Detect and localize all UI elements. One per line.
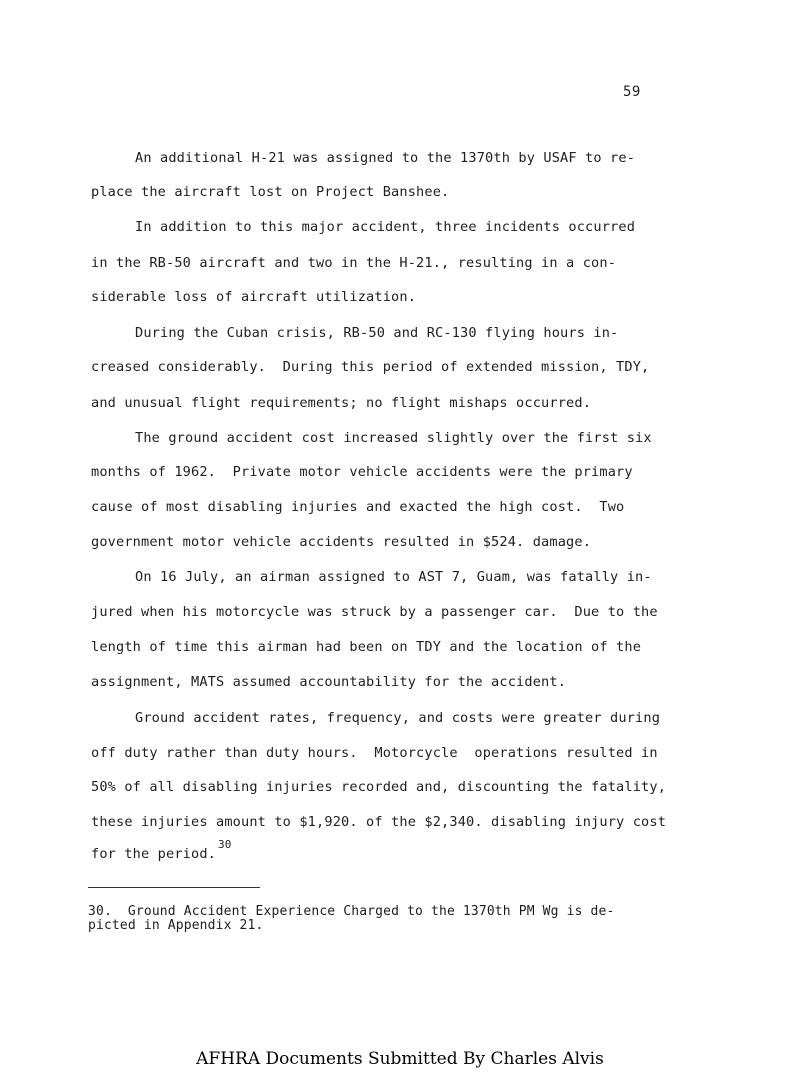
body-line: During the Cuban crisis, RB-50 and RC-130 flying hours in- [135,325,619,341]
footnote-rule [88,887,260,888]
body-line: off duty rather than duty hours. Motorcycle operations resulted in [91,745,658,761]
body-line: In addition to this major accident, three incidents occurred [135,219,636,235]
footnote-line: 30. Ground Accident Experience Charged to the 1370th PM Wg is de- [88,904,615,919]
body-line: assignment, MATS assumed accountability for the accident. [91,674,567,690]
body-line [91,838,232,862]
body-line: An additional H-21 was assigned to the 1370th by USAF to re- [135,150,636,166]
body-line: 50% of all disabling injuries recorded and, discounting the fatality, [91,779,667,795]
body-line: place the aircraft lost on Project Banshee. [91,184,450,200]
body-line: months of 1962. Private motor vehicle accidents were the primary [91,464,633,480]
body-line: creased considerably. During this period of extended mission, TDY, [91,359,650,375]
body-line: government motor vehicle accidents resulted in $524. damage. [91,534,592,550]
body-line: and unusual flight requirements; no flight mishaps occurred. [91,395,592,411]
body-line-text: for the period. [91,846,217,862]
body-line: in the RB-50 aircraft and two in the H-21., resulting in a con- [91,255,617,271]
footnote-line: picted in Appendix 21. [88,918,264,933]
body-line: these injuries amount to $1,920. of the $2,340. disabling injury cost [91,814,667,830]
body-line: Ground accident rates, frequency, and costs were greater during [135,710,661,726]
footnote-reference: 30 [218,838,232,851]
body-line: cause of most disabling injuries and exacted the high cost. Two [91,499,625,515]
body-line: jured when his motorcycle was struck by a passenger car. Due to the [91,604,658,620]
page-number: 59 [623,84,641,100]
submission-banner: AFHRA Documents Submitted By Charles Alvis [196,1049,604,1069]
body-line: length of time this airman had been on TDY and the location of the [91,639,642,655]
body-line: On 16 July, an airman assigned to AST 7, Guam, was fatally in- [135,569,652,585]
body-line: The ground accident cost increased slightly over the first six [135,430,652,446]
body-line: siderable loss of aircraft utilization. [91,289,417,305]
